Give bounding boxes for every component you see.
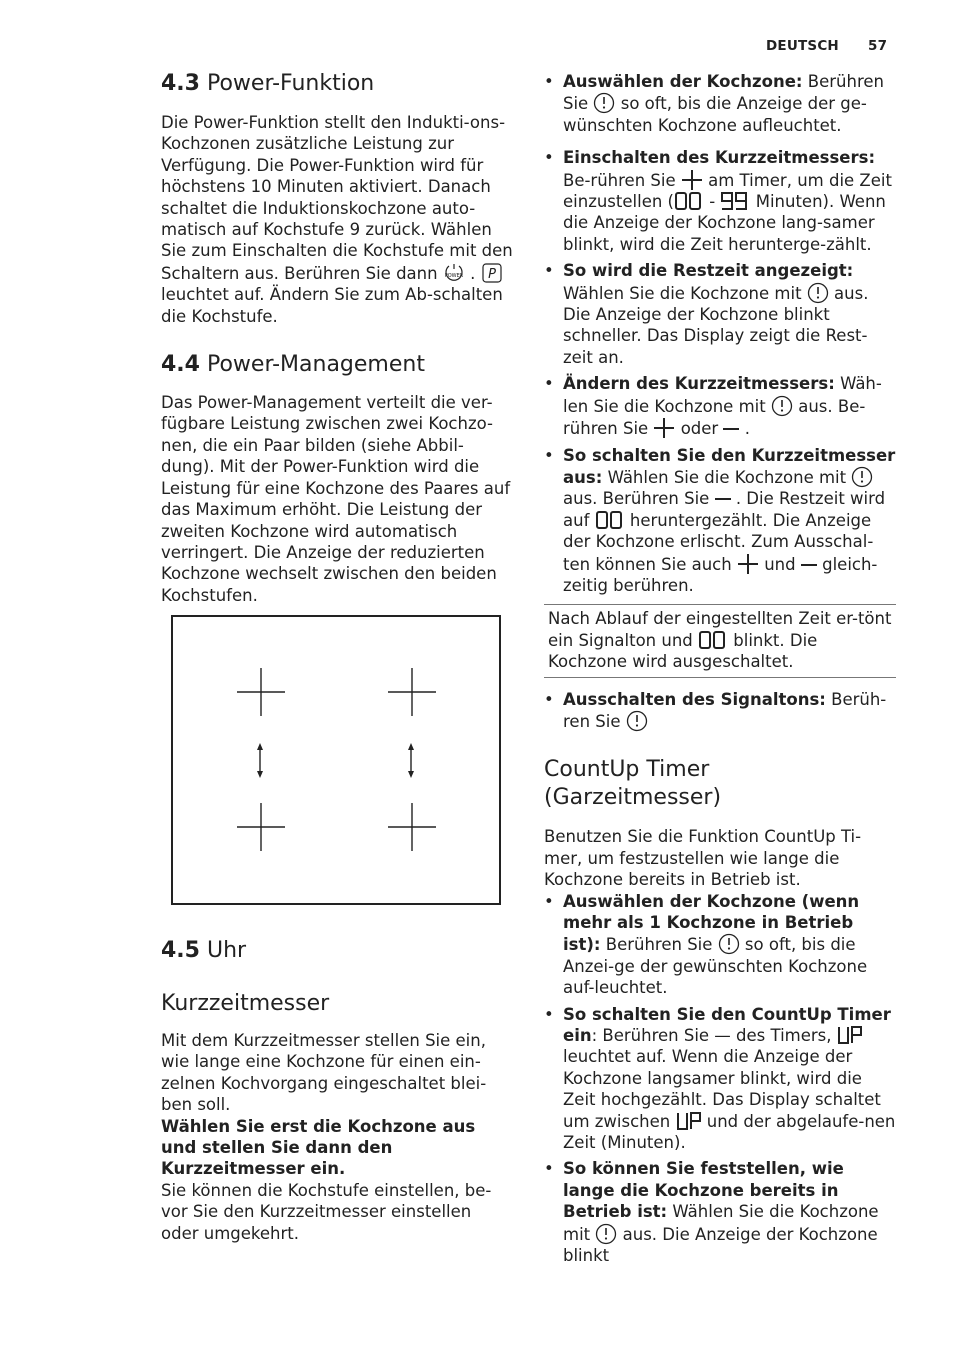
kurzzeitmesser-text: Mit dem Kurzzeitmesser stellen Sie ein, wie lange eine Kochzone für einen ein-zelnen Kochvorgang eingeschaltet blei-ben soll. [161, 1031, 487, 1115]
power-icon [443, 262, 465, 284]
plus-icon [681, 169, 703, 191]
timer-clock-icon [807, 282, 829, 304]
page-number: 57 [868, 38, 888, 54]
kurzzeitmesser-bold-note: Wählen Sie erst die Kochzone aus und stellen Sie dann den Kurzzeitmesser ein. [161, 1116, 476, 1179]
heading-4-5: 4.5 Uhr [161, 938, 247, 963]
digits-00-icon [674, 191, 704, 211]
note-divider-bottom [544, 677, 896, 678]
right-column [544, 71, 896, 1267]
heading-4-3: 4.3 Power-Funktion [161, 71, 375, 96]
digits-00-icon [595, 510, 625, 530]
bullet-timer-off: • So schalten Sie den Kurzzeitmesser aus: Wählen Sie die Kochzone mit aus. Berühren Sie . Die Restzeit wird auf heruntergezählt. Die Anzeige der Kochzone erlischt. Zum Ausschal-ten können Sie auch und gleich-zeitig berühren. [544, 445, 896, 597]
left-column-lower [161, 937, 513, 1244]
svg-text:POWER: POWER [444, 272, 464, 279]
minus-icon [723, 421, 739, 437]
timer-clock-icon [851, 466, 873, 488]
left-column [161, 70, 513, 606]
heading-kurzzeitmesser: Kurzzeitmesser [161, 991, 330, 1016]
heading-countup: CountUp Timer (Garzeitmesser) [544, 757, 722, 811]
plus-icon [653, 417, 675, 439]
digits-99-icon [720, 191, 750, 211]
up-display-icon [837, 1025, 863, 1045]
power-management-text: Das Power-Management verteilt die ver-fügbare Leistung zwischen zwei Kochzo-nen, die ein Paar bilden (siehe Abbil-dung). Mit der Power-Funktion wird die Leistung für eine Kochzone des Paares auf das Maximum erhöht. Die Leistung der zweiten Kochzone wird automatisch verringert. Die Anzeige der reduzierten Kochzone wechselt zwischen den beiden Kochstufen. [161, 393, 511, 605]
bullet-countup-on: • So schalten Sie den CountUp Timer ein: Berühren Sie — des Timers, leuchtet auf. Wenn die Anzeige der Kochzone langsamer blinkt, wird die Zeit hochgezählt. Das Display schaltet um zwischen und der abgelaufe-nen Zeit (Minuten). [544, 1004, 896, 1154]
section-label: DEUTSCH [766, 38, 839, 54]
kurzzeitmesser-text-2: Sie können die Kochstufe einstellen, be-vor Sie den Kurzzeitmesser einstellen oder umgekehrt. [161, 1180, 492, 1243]
countup-text: Benutzen Sie die Funktion CountUp Ti-mer, um festzustellen wie lange die Kochzone bereits in Betrieb ist. [544, 827, 862, 890]
power-funktion-text: Die Power-Funktion stellt den Indukti-ons-Kochzonen zusätzliche Leistung zur Verfügung. Die Power-Funktion wird für höchstens 10 Minuten aktiviert. Danach schaltet die Induktionskochzone auto-matisch auf Kochstufe 9 zurück. Wählen Sie zum Einschalten die Kochstufe mit den Schaltern aus. Berühren Sie dann POWER . P leuchtet auf. Ändern Sie zum Ab-schalten die Kochstufe. [161, 113, 513, 326]
p-key-icon [481, 262, 503, 284]
timer-clock-icon [771, 395, 793, 417]
bullet-countup-check: • So können Sie feststellen, wie lange die Kochzone bereits in Betrieb ist: Wählen Sie die Kochzone mit aus. Die Anzeige der Kochzone blinkt [544, 1158, 896, 1266]
bullet-timer-on: • Einschalten des Kurzzeitmessers: Be-rühren Sie am Timer, um die Zeit einzustellen ( - Minuten). Wenn die Anzeige der Kochzone lang-samer blinkt, wird die Zeit herunterge-zählt. [544, 147, 896, 255]
cooking-zones-figure [171, 615, 501, 905]
timer-clock-icon [718, 933, 740, 955]
timer-clock-icon [593, 92, 615, 114]
svg-text:P: P [487, 266, 496, 282]
timer-clock-icon [595, 1223, 617, 1245]
timer-clock-icon [626, 710, 648, 732]
bullet-countup-select: • Auswählen der Kochzone (wenn mehr als 1 Kochzone in Betrieb ist): Berühren Sie so oft, bis die Anzei-ge der gewünschten Kochzone auf-leuchtet. [544, 891, 896, 999]
note-box: Nach Ablauf der eingestellten Zeit er-tönt ein Signalton und blinkt. Die Kochzone wird ausgeschaltet. [548, 609, 892, 672]
minus-icon [801, 557, 817, 573]
bullet-change-timer: • Ändern des Kurzzeitmessers: Wäh-len Sie die Kochzone mit aus. Be-rühren Sie oder . [544, 373, 896, 439]
bullet-signal-off: • Ausschalten des Signaltons: Berüh-ren Sie [544, 689, 896, 733]
bullet-select-zone: • Auswählen der Kochzone: Berühren Sie so oft, bis die Anzeige der ge-wünschten Kochzone aufleuchtet. [544, 71, 896, 136]
up-display-icon [676, 1111, 702, 1131]
digits-00-icon [698, 630, 728, 650]
bullet-remaining-time: • So wird die Restzeit angezeigt: Wählen Sie die Kochzone mit aus. Die Anzeige der Kochzone blinkt schneller. Das Display zeigt die Rest-zeit an. [544, 260, 896, 368]
minus-icon [715, 491, 731, 507]
plus-icon [737, 553, 759, 575]
heading-4-4: 4.4 Power-Management [161, 352, 425, 378]
